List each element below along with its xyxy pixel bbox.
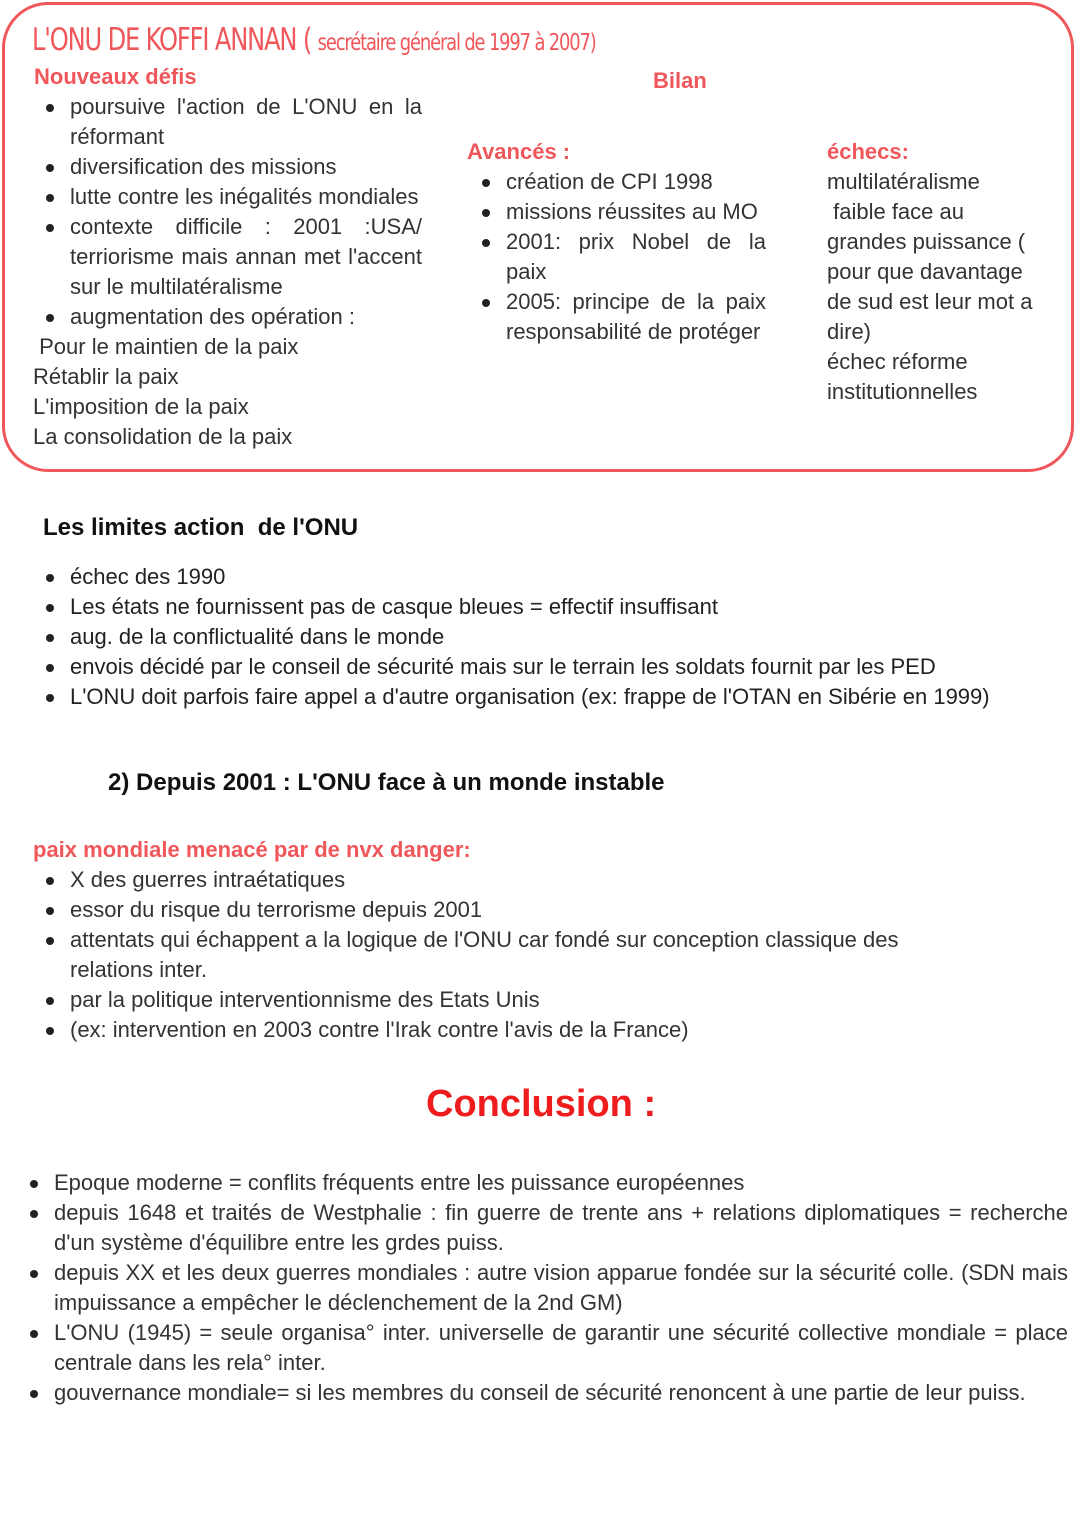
list-item: augmentation des opération : xyxy=(34,302,422,332)
list-item: attentats qui échappent a la logique de l'ONU car fondé sur conception classique des relations inter. xyxy=(34,925,914,985)
list-item: X des guerres intraétatiques xyxy=(34,865,914,895)
list-item: depuis XX et les deux guerres mondiales : autre vision apparue fondée sur la sécurité colle. (SDN mais impuissance a empêcher le déclenchement de la 2nd GM) xyxy=(18,1258,1068,1318)
since2001-subheading: paix mondiale menacé par de nvx danger: xyxy=(33,837,471,862)
list-item: aug. de la conflictualité dans le monde xyxy=(34,622,1044,652)
failures-line: pour que davantage xyxy=(827,259,1023,284)
list-item: envois décidé par le conseil de sécurité mais sur le terrain les soldats fournit par les PED xyxy=(34,652,1044,682)
list-item: 2005: principe de la paix responsabilité de protéger xyxy=(470,287,766,347)
new-challenges-heading: Nouveaux défis xyxy=(34,64,197,89)
list-item: L'ONU doit parfois faire appel a d'autre organisation (ex: frappe de l'OTAN en Sibérie en 1999) xyxy=(34,682,1044,712)
failures-line: multilatéralisme xyxy=(827,169,980,194)
list-item: création de CPI 1998 xyxy=(470,167,766,197)
section-title xyxy=(32,22,596,58)
title-subtitle: secrétaire général de 1997 à 2007) xyxy=(317,30,596,56)
advances-heading: Avancés : xyxy=(467,139,571,164)
list-item: gouvernance mondiale= si les membres du conseil de sécurité renoncent à une partie de leur puiss. xyxy=(18,1378,1068,1408)
operation-line: Pour le maintien de la paix xyxy=(33,334,299,359)
list-item: lutte contre les inégalités mondiales xyxy=(34,182,422,212)
conclusion-list xyxy=(18,1168,1068,1408)
advances-list xyxy=(470,167,766,347)
failures-text xyxy=(827,167,1032,407)
failures-line: faible face au xyxy=(827,199,964,224)
list-item: diversification des missions xyxy=(34,152,422,182)
list-item: depuis 1648 et traités de Westphalie : fin guerre de trente ans + relations diplomatiques = recherche d'un système d'équilibre entre les grdes puiss. xyxy=(18,1198,1068,1258)
list-item: missions réussites au MO xyxy=(470,197,766,227)
bilan-heading: Bilan xyxy=(653,68,707,93)
failures-line: échec réforme xyxy=(827,349,968,374)
list-item: Les états ne fournissent pas de casque bleues = effectif insuffisant xyxy=(34,592,1044,622)
operation-types xyxy=(33,332,298,452)
list-item: poursuive l'action de L'ONU en la réformant xyxy=(34,92,422,152)
operation-line: L'imposition de la paix xyxy=(33,394,249,419)
limits-list xyxy=(34,562,1044,712)
failures-heading: échecs: xyxy=(827,139,909,164)
title-main: L'ONU DE KOFFI ANNAN ( xyxy=(32,22,312,58)
since2001-list xyxy=(34,865,914,1045)
list-item: Epoque moderne = conflits fréquents entre les puissance européennes xyxy=(18,1168,1068,1198)
failures-line: grandes puissance ( xyxy=(827,229,1026,254)
conclusion-heading: Conclusion : xyxy=(426,1083,657,1125)
list-item: contexte difficile : 2001 :USA/ terriorisme mais annan met l'accent sur le multilatéralisme xyxy=(34,212,422,302)
operation-line: La consolidation de la paix xyxy=(33,424,293,449)
failures-line: de sud est leur mot a xyxy=(827,289,1033,314)
list-item: échec des 1990 xyxy=(34,562,1044,592)
list-item: 2001: prix Nobel de la paix xyxy=(470,227,766,287)
new-challenges-list xyxy=(34,92,422,332)
failures-line: institutionnelles xyxy=(827,379,978,404)
failures-line: dire) xyxy=(827,319,872,344)
operation-line: Rétablir la paix xyxy=(33,364,179,389)
list-item: (ex: intervention en 2003 contre l'Irak contre l'avis de la France) xyxy=(34,1015,914,1045)
limits-heading: Les limites action de l'ONU xyxy=(43,514,359,541)
list-item: par la politique interventionnisme des Etats Unis xyxy=(34,985,914,1015)
since2001-heading: 2) Depuis 2001 : L'ONU face à un monde instable xyxy=(108,769,665,796)
list-item: essor du risque du terrorisme depuis 2001 xyxy=(34,895,914,925)
list-item: L'ONU (1945) = seule organisa° inter. universelle de garantir une sécurité collective mondiale = place centrale dans les rela° inter. xyxy=(18,1318,1068,1378)
